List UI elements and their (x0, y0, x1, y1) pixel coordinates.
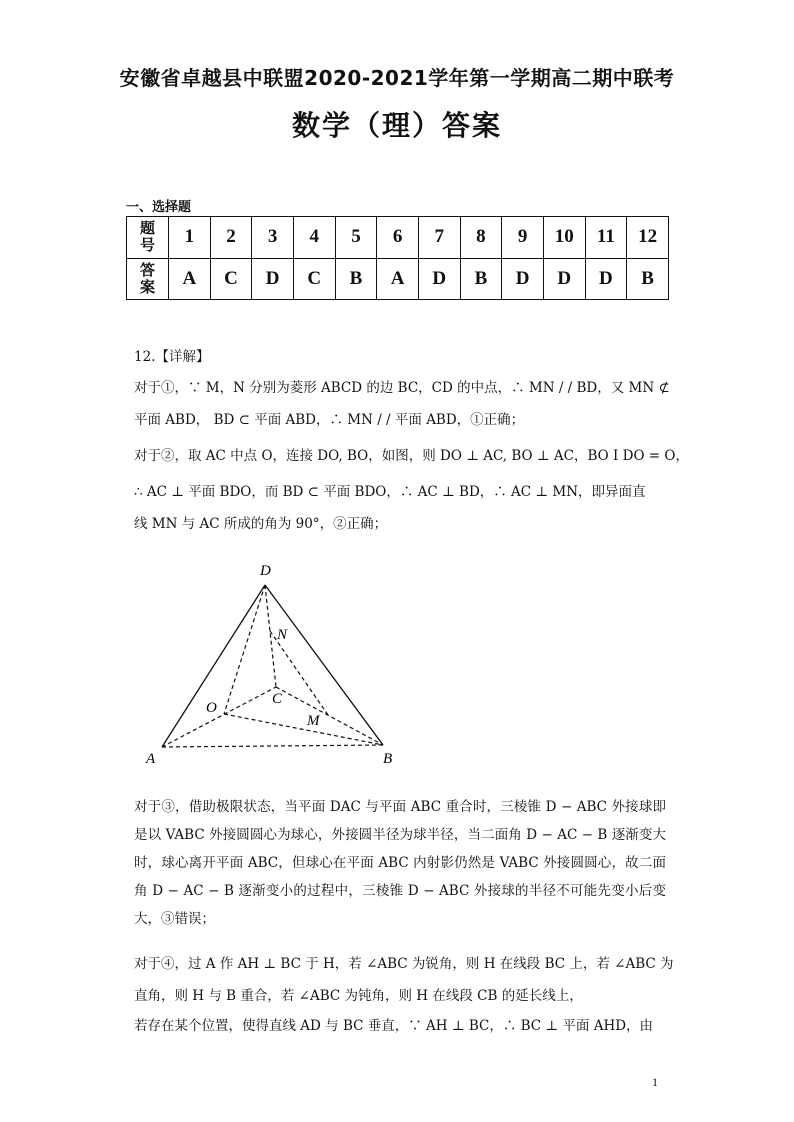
solution-line: ∴ AC ⊥ 平面 BDO，而 BD ⊂ 平面 BDO，∴ AC ⊥ BD，∴ AC ⊥ MN，即异面直 (134, 484, 646, 500)
question-number: 5 (335, 217, 377, 259)
question-number: 6 (377, 217, 419, 259)
question-number: 8 (460, 217, 502, 259)
answer-cell: B (627, 258, 669, 300)
question-number: 10 (543, 217, 585, 259)
pyramid-figure (140, 555, 410, 775)
answer-row (127, 258, 669, 300)
answer-cell: D (502, 258, 544, 300)
point-label-M: M (307, 713, 320, 729)
solution-line: 若存在某个位置，使得直线 AD 与 BC 垂直，∵ AH ⊥ BC，∴ BC ⊥ 平面 AHD，由 (134, 1018, 654, 1034)
edge-AB (162, 745, 383, 747)
solution-paragraph: 对于③，借助极限状态，当平面 DAC 与平面 ABC 重合时，三棱锥 D − ABC 外接球即是以 VABC 外接圆圆心为球心，外接圆半径为球半径，当二面角 D − AC − B 逐渐变大时，球心离开平面 ABC，但球心在平面 ABC 内射影仍然是 VABC 外接圆圆心，故二面角 D − AC − B 逐渐变小的过程中，三棱锥 D − ABC 外接球的半径不可能先变小后变大，③错误； (134, 799, 666, 927)
edge-OB (224, 714, 383, 745)
answer-cell: C (293, 258, 335, 300)
solution-line: 线 MN 与 AC 所成的角为 90°，②正确； (134, 516, 388, 532)
question-number: 2 (210, 217, 252, 259)
question-number-row (127, 217, 669, 259)
solution-heading: 12.【详解】 (134, 349, 210, 365)
answer-cell: B (460, 258, 502, 300)
page-subtitle: 数学（理）答案 (291, 109, 502, 142)
vertex-label-C: C (272, 691, 283, 707)
answer-cell: D (252, 258, 294, 300)
point-label-N: N (277, 627, 288, 643)
answer-cell: D (418, 258, 460, 300)
vertex-label-A: A (146, 751, 156, 767)
answer-cell: C (210, 258, 252, 300)
question-number: 11 (585, 217, 627, 259)
solution-line: 对于④，过 A 作 AH ⊥ BC 于 H，若 ∠ABC 为锐角，则 H 在线段 BC 上，若 ∠ABC 为 (134, 956, 674, 972)
edge-AC (162, 687, 276, 747)
row-label-text: 题号 (139, 219, 155, 255)
solution-line: 平面 ABD， BD ⊂ 平面 ABD，∴ MN / / 平面 ABD，①正确； (134, 412, 525, 428)
edge-DA (162, 585, 265, 747)
solution-line: 对于②，取 AC 中点 O，连接 DO, BO，如图，则 DO ⊥ AC, BO ⊥ AC，BO I DO = O， (134, 448, 689, 464)
answer-cell: D (585, 258, 627, 300)
row-label-number (127, 217, 169, 259)
edge-DC (265, 585, 276, 687)
question-number: 12 (627, 217, 669, 259)
question-number: 7 (418, 217, 460, 259)
answer-cell: A (169, 258, 211, 300)
page-number: 1 (652, 1075, 658, 1089)
section-heading: 一、选择题 (126, 200, 192, 215)
page-title: 安徽省卓越县中联盟2020-2021学年第一学期高二期中联考 (119, 66, 675, 90)
answer-cell: D (543, 258, 585, 300)
edge-DB (265, 585, 383, 745)
answer-cell: B (335, 258, 377, 300)
answer-table (126, 216, 669, 300)
vertex-label-D: D (260, 563, 271, 579)
answer-cell: A (377, 258, 419, 300)
solution-line: 直角，则 H 与 B 重合，若 ∠ABC 为钝角，则 H 在线段 CB 的延长线上， (134, 988, 583, 1004)
question-number: 4 (293, 217, 335, 259)
vertex-label-B: B (383, 751, 393, 767)
solution-line: 对于①，∵ M，N 分别为菱形 ABCD 的边 BC，CD 的中点，∴ MN / / BD，又 MN ⊄ (134, 380, 670, 396)
question-number: 9 (502, 217, 544, 259)
edge-CB (276, 687, 383, 745)
row-label-text: 答案 (139, 260, 155, 296)
question-number: 3 (252, 217, 294, 259)
question-number: 1 (169, 217, 211, 259)
point-label-O: O (206, 700, 217, 716)
row-label-answer (127, 258, 169, 300)
edge-DO (224, 585, 265, 714)
